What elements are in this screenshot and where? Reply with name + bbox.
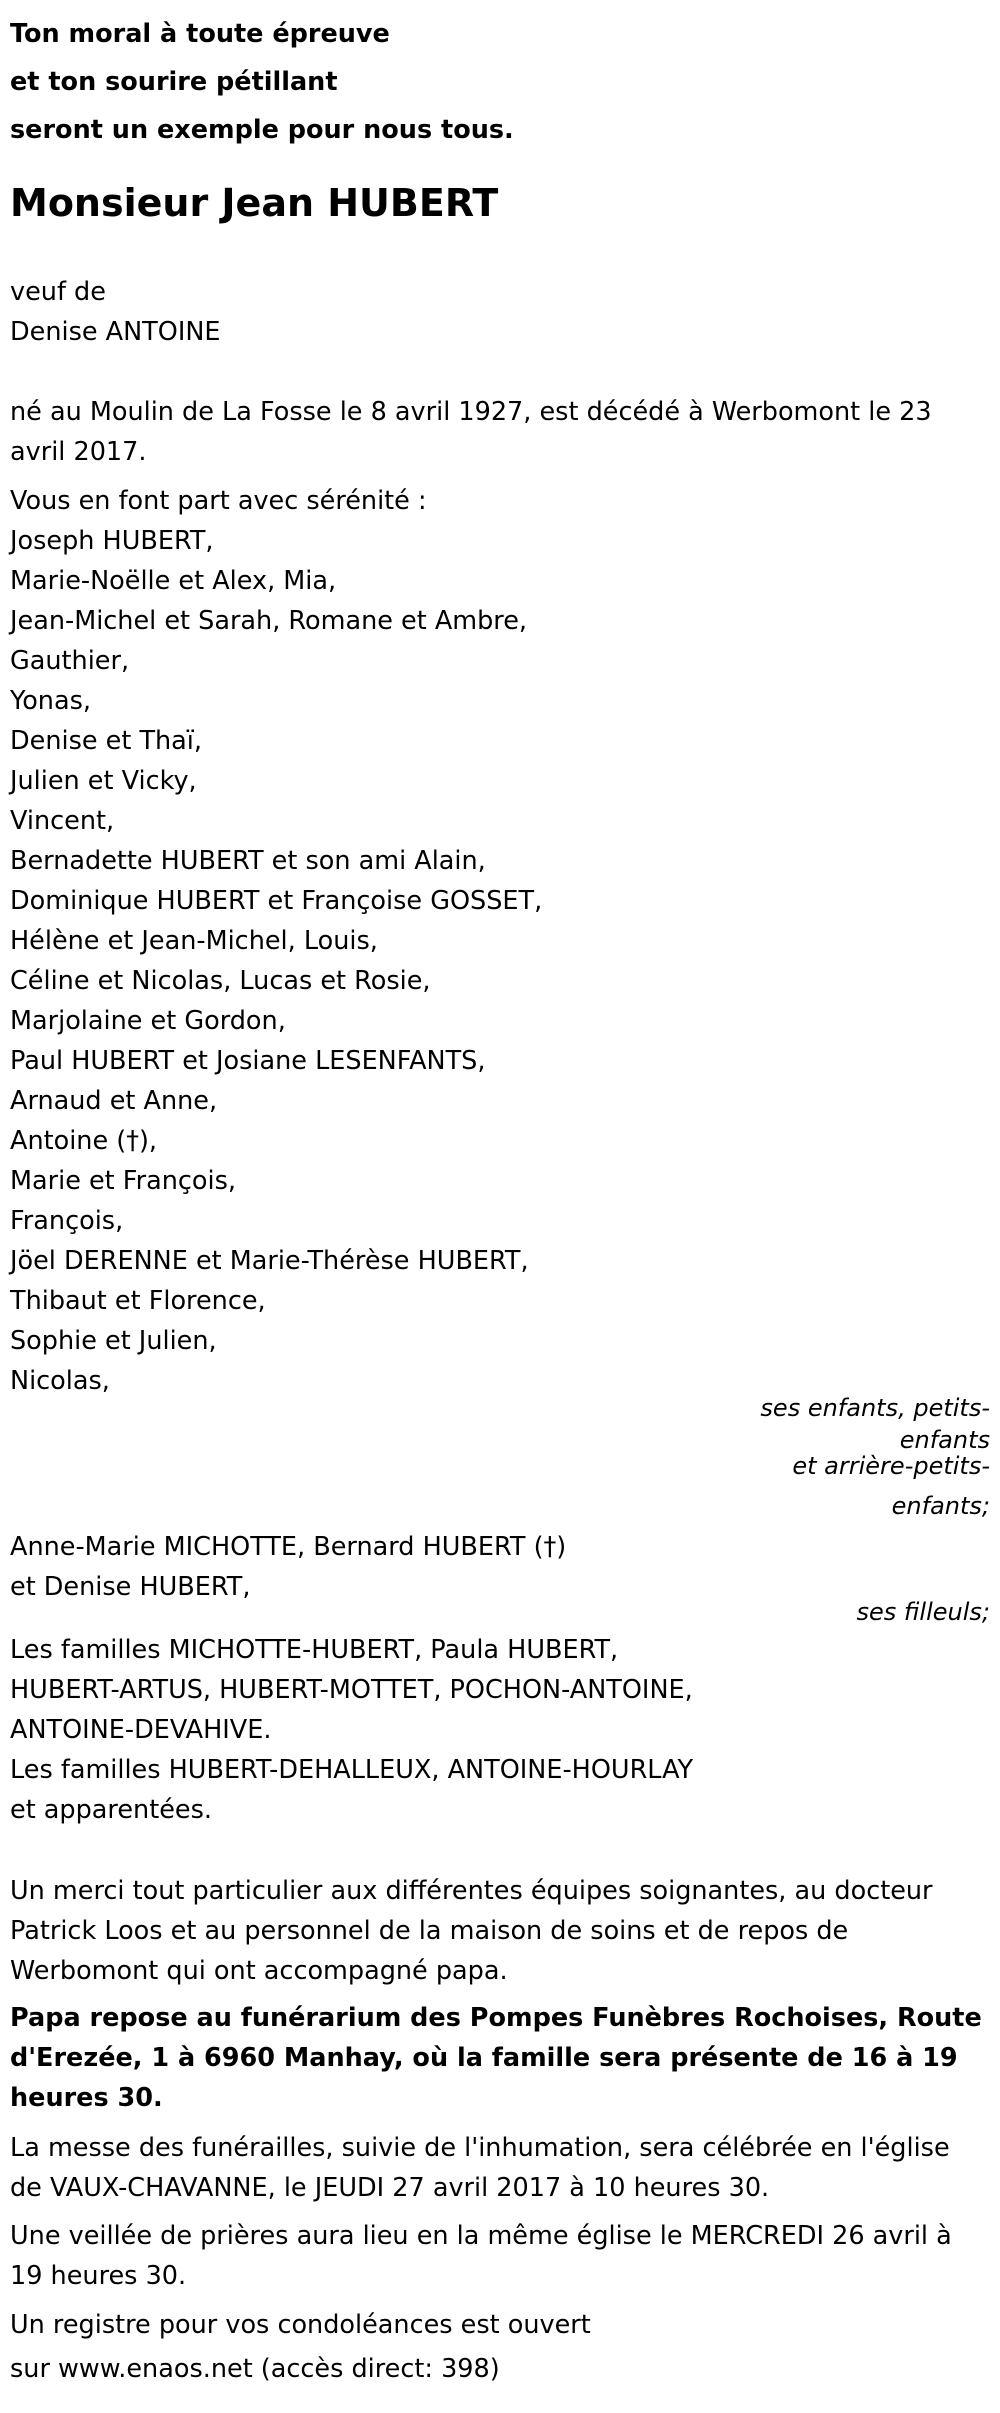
mass (10, 2128, 985, 2208)
funerarium-text: Papa repose au funérarium des Pompes Funèbres Rochoises, Route d'Erezée, 1 à 6960 Manhay, où la famille sera présente de 16 à 19 heures 30. (10, 2003, 982, 2113)
godchildren-role (857, 1594, 990, 1630)
motto (10, 10, 514, 154)
register-line: sur www.enaos.net (accès direct: 398) (10, 2354, 500, 2384)
register-line: Un registre pour vos condoléances est ouvert (10, 2310, 591, 2340)
family-role-line: et arrière-petits- (792, 1452, 990, 1480)
family-line: Paul HUBERT et Josiane LESENFANTS, (10, 1046, 486, 1076)
family-line: Sophie et Julien, (10, 1326, 217, 1356)
family-line: Gauthier, (10, 646, 130, 676)
family-line: François, (10, 1206, 124, 1236)
family-role-line: enfants (899, 1426, 990, 1454)
thanks-text: Un merci tout particulier aux différentes équipes soignantes, au docteur Patrick Loos et au personnel de la maison de soins et de repos de Werbomont qui ont accompagné papa. (10, 1876, 933, 1986)
birth-death (10, 392, 985, 472)
family-line: Denise et Thaï, (10, 726, 202, 756)
family-line: Thibaut et Florence, (10, 1286, 266, 1316)
register (10, 2305, 591, 2389)
godchildren-line: Anne-Marie MICHOTTE, Bernard HUBERT (†) (10, 1532, 567, 1562)
godchildren (10, 1527, 566, 1607)
family-line: Jöel DERENNE et Marie-Thérèse HUBERT, (10, 1246, 529, 1276)
motto-line: seront un exemple pour nous tous. (10, 115, 514, 145)
family-line: Marjolaine et Gordon, (10, 1006, 286, 1036)
family-line: Jean-Michel et Sarah, Romane et Ambre, (10, 606, 528, 636)
family-line: Nicolas, (10, 1366, 110, 1396)
family-list (10, 481, 542, 1401)
family-line: Arnaud et Anne, (10, 1086, 218, 1116)
family-line: Antoine (†), (10, 1126, 157, 1156)
families-line: et apparentées. (10, 1795, 212, 1825)
widower-of (10, 272, 221, 352)
vigil-text: Une veillée de prières aura lieu en la même église le MERCREDI 26 avril à 19 heures 30. (10, 2221, 952, 2291)
godchildren-line: et Denise HUBERT, (10, 1572, 251, 1602)
family-line: Céline et Nicolas, Lucas et Rosie, (10, 966, 431, 996)
family-line: Joseph HUBERT, (10, 526, 214, 556)
funerarium (10, 1998, 985, 2118)
family-line: Bernadette HUBERT et son ami Alain, (10, 846, 486, 876)
announce-intro: Vous en font part avec sérénité : (10, 486, 427, 516)
mass-text: La messe des funérailles, suivie de l'inhumation, sera célébrée en l'église de VAUX-CHAVANNE, le JEUDI 27 avril 2017 à 10 heures 30. (10, 2133, 950, 2203)
deceased-name: Monsieur Jean HUBERT (10, 181, 499, 225)
spouse-name: Denise ANTOINE (10, 317, 221, 347)
families-line: Les familles HUBERT-DEHALLEUX, ANTOINE-HOURLAY (10, 1755, 694, 1785)
motto-line: Ton moral à toute épreuve (10, 19, 390, 49)
family-role-line: enfants; (891, 1492, 990, 1520)
family-role (760, 1390, 990, 1524)
families (10, 1630, 693, 1830)
family-line: Vincent, (10, 806, 115, 836)
godchildren-role-text: ses filleuls; (856, 1598, 990, 1626)
family-role-line: ses enfants, petits- (760, 1394, 990, 1422)
family-line: Yonas, (10, 686, 91, 716)
thanks (10, 1871, 985, 1991)
families-line: ANTOINE-DEVAHIVE. (10, 1715, 272, 1745)
families-line: HUBERT-ARTUS, HUBERT-MOTTET, POCHON-ANTOINE, (10, 1675, 693, 1705)
family-line: Julien et Vicky, (10, 766, 197, 796)
widower-label: veuf de (10, 277, 106, 307)
vigil (10, 2216, 985, 2296)
families-line: Les familles MICHOTTE-HUBERT, Paula HUBERT, (10, 1635, 619, 1665)
family-line: Marie-Noëlle et Alex, Mia, (10, 566, 337, 596)
family-line: Hélène et Jean-Michel, Louis, (10, 926, 378, 956)
family-line: Marie et François, (10, 1166, 236, 1196)
motto-line: et ton sourire pétillant (10, 67, 338, 97)
family-line: Dominique HUBERT et Françoise GOSSET, (10, 886, 543, 916)
birth-death-text: né au Moulin de La Fosse le 8 avril 1927, est décédé à Werbomont le 23 avril 2017. (10, 397, 932, 467)
